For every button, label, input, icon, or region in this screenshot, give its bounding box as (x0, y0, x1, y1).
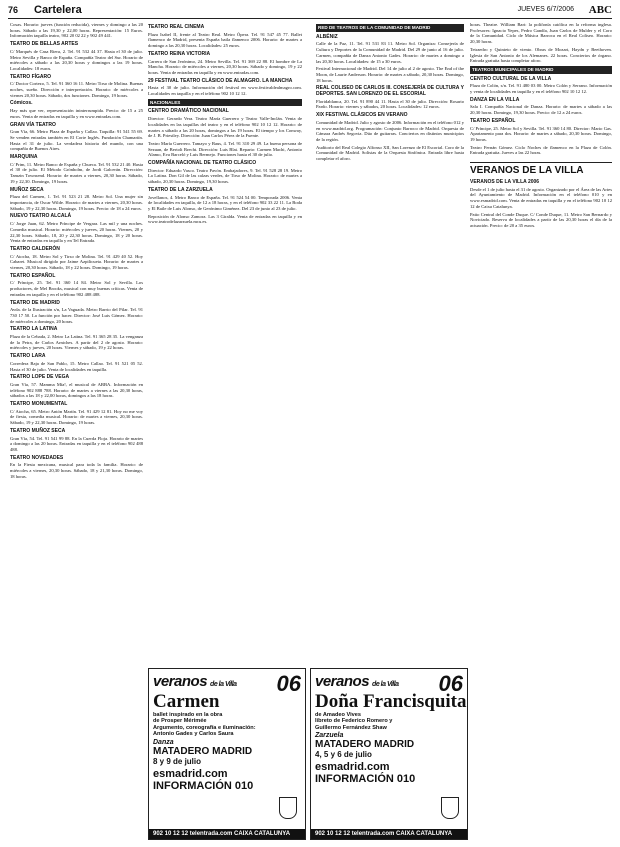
ad-credit-line: Argumento, coreografía e iluminación: (153, 724, 256, 731)
listing-text: Plaza Isabel II, frente al Teatro Real. Metro Ópera. Tel. 91 547 45 77. Ballet flamenco de Madrid, presenta España baila flamenco 2006. Horario: de martes a domingo a las 20,30 horas. Localidades: 25 euros. (148, 31, 302, 49)
ad-year: 06 (276, 671, 301, 696)
advert-carmen (148, 668, 306, 840)
ad-credit-line: ballet inspirado en la obra (153, 712, 223, 718)
ad-year: 06 (438, 671, 463, 696)
column-3 (316, 22, 464, 687)
listing-text: Teatro Fernán Gómez. Ciclo Noches de flamenco en la Plaza de Colón. Entrada gratuita. Jueves a las 22 horas. (470, 144, 612, 156)
listing-title: MARQUINA (10, 154, 38, 161)
listing-text: horas. Theatre. William Bart: la polifonía católica en la reforma inglesa. Profesores: Ignacio Yepes, Pedro Gandía, Juan Carlos de Mulder y el Coro de la Comunidad. Ciclo de Música Barroca en el Real Coliseo. Horario: 20,30 horas. (470, 22, 612, 45)
ad-credit-line: Guillermo Fernández Shaw (315, 724, 387, 731)
listing-title: REAL COLISEO DE CARLOS III. CONSEJERÍA DE CULTURA Y DEPORTES. SAN LORENZO DE EL ESCORIAL (316, 85, 464, 98)
listing-title: TEATRO FÍGARO (10, 73, 52, 80)
listing-text: Corredera Baja de San Pablo, 15. Metro Callao. Tel. 91 521 05 52. Hasta el 30 de julio. Venta de localidades en taquilla. (10, 360, 143, 372)
listing-text: Gran Vía, 66. Metro Plaza de España y Callao. Taquilla: 91 541 55 69. Se venden entradas también en El Corte Inglés. Fundación Chamartín. Hasta el 31 de julio. La verdadera historia del mundo, con una compañía de Buenos Aires. (10, 129, 143, 152)
section-bar: RED DE TEATROS DE LA COMUNIDAD DE MADRID (316, 24, 464, 32)
listing-text: Jovellanos, 4. Metro Banco de España. Tel. 91 524 54 00. Temporada 2006. Venta de localidades en taquilla, de 12 a 18 horas, y en el teléfono 902 33 22 11. La Boda y El Baile de Luis Alonso, de Gerónimo Giménez. Del 23 de junio al 23 de julio. (148, 194, 302, 211)
listing-text: C/ Atocha, 65. Metro Antón Martín. Tel. 91 429 12 81. Hoy no me voy de fiesta, comedia musical. Horario: de martes a viernes, 20,30 horas. Sábado, 19 y 22,30 horas. Domingo, 19 horas. (10, 408, 143, 426)
listing-title: ALBÉNIZ (316, 33, 338, 40)
listing-title: VERANOS DE LA VILLA 2006 (470, 179, 540, 186)
ad-dates: 8 y 9 de julio (153, 756, 202, 766)
section-bar: NACIONALES (148, 99, 302, 107)
listing-text: Gran Vía, 57. Mamma Mía!, el musical de ABBA. Información en teléfono 902 888 788. Horario: de martes a viernes a las 20,30 horas, sábados a las 18 y 22,00 horas, domingos a las 18 horas. (10, 381, 143, 399)
ad-credit-line: de Amadeo Vives (315, 712, 362, 718)
listing-title: TEATRO LARA (10, 353, 46, 360)
column-4 (470, 22, 612, 842)
page-number: 76 (8, 5, 19, 15)
listing-text: Auditorio del Real Colegio Alfonso XII, San Lorenzo de El Escorial. Coro de la Comunidad de Madrid. Solistas de la Orquesta Sinfónica. Entrada libre hasta completar el aforo. (316, 144, 464, 162)
ad-genre: Danza (153, 738, 174, 746)
column-2 (148, 22, 302, 687)
ad-title: Doña Francisquita (315, 691, 467, 712)
listing-text: C/ Prim, 11. Metro Banco de España y Chueca. Tel. 91 532 21 40. Hasta el 30 de julio. El Método Grönholm, de Jordi Galcerán. Dirección: Tamzin Townsend. Horario: de martes a viernes, 20,30 horas. Sábado, 19 y 22,30. Domingo, 19 horas. (10, 161, 143, 184)
listing-title: TEATRO DE LA ZARZUELA (148, 186, 213, 193)
listing-text: C/ Príncipe, 25. Metro Sol y Sevilla. Tel. 91 360 14 80. Director: Mario Gas. Apartamento para dos. Horario: de martes a sábado, 20,30 horas. Domingo, 19 horas. (470, 125, 612, 142)
ad-title: Carmen (153, 691, 220, 712)
listing-text: C/ Príncipe, 25. Tel. 91 360 14 84. Metro Sol y Sevilla. Los productores, de Mel Brooks, musical con muy buenas críticas. Venta de entradas en taquilla y en el teléfono 902 488 488. (10, 280, 143, 297)
listing-text: Cosas. Horario: jueves (función reducida), viernes y domingo a las 20 horas. Sábado a las 19,30 y 22,00 horas. Representación: 15 Euros. Información taquilla teatro, 902 20 02 22 y 902 49 441. (10, 22, 143, 39)
listing-title: GRAN VÍA TEATRO (10, 121, 56, 128)
ad-website: esmadrid.com (153, 767, 228, 780)
listing-title: TEATRO MUÑOZ SECA (10, 427, 66, 434)
listing-text: Director: Gerardo Vera. Teatro María Guerrero y Teatro Valle-Inclán. Venta de localidades en las taquillas del teatro y en el teléfono 902 10 12 12. Horario: de martes a sábado a las 20 horas, domingos a las 19 horas. El tiempo y los Conway, de J. B. Priestley. Dirección: Juan Carlos Pérez de la Fuente. (148, 116, 302, 139)
listing-text: Carrera de San Jerónimo, 24. Metro Sevilla. Tel. 91 369 22 88. El hombre de La Mancha. Horario: de miércoles a viernes, 20,30 horas. Sábado y domingo, 19 y 22 horas. Venta de entradas en taquilla y en www.entradas.com. (148, 58, 302, 75)
ad-venue: MATADERO MADRID (315, 739, 415, 751)
ad-credit-line: de Prosper Mérimée (153, 718, 207, 725)
ad-genre: Zarzuela (315, 732, 344, 740)
listing-text: Gran Vía, 54. Tel. 91 541 99 88. En la Cuerda Floja. Horario de martes a domingo a las 20 horas. Entradas en taquilla y en el teléfono 902 488 488. (10, 435, 143, 452)
listing-text: Plaza del Carmen, 1. Tel. 91 523 21 28. Metro Sol. Una mujer sin importancia, de Oscar Wilde. Horario: de martes a viernes, 20,30 horas. Sábado, 19 y 22,30 horas. Domingo, 19 horas. Precio: de 18 a 24 euros. (10, 194, 143, 211)
listing-text: Reposición de Alonso Zamora. Las 3 Giralda. Venta de entradas en taquilla y en www.teatrodelazarzuela.mcu.es. (148, 213, 302, 225)
listing-title: MUÑOZ SECA (10, 186, 44, 193)
listing-title: Cómicos. (10, 100, 33, 107)
listing-text: Plaza de la Cebada, 2. Metro La Latina. Tel. 91 365 28 35. La venganza de la Petra, de Carlos Arniches. A partir del 2 de agosto. Horario: miércoles y jueves, 20 horas. Viernes y sábado, 19 y 22 horas. (10, 334, 143, 351)
ad-dates: 4, 5 y 6 de julio (315, 750, 372, 760)
page-header (8, 4, 612, 19)
listing-text: Avda. de la Ilustración s/n, La Vaguada. Metro Barrio del Pilar. Tel. 91 730 17 50. La función por hacer. Director: José Luis Gómez. Horario: de miércoles a domingo, 20 horas. (10, 307, 143, 324)
listing-title: TEATRO MONUMENTAL (10, 401, 68, 408)
listing-title: TEATRO CALDERÓN (10, 245, 60, 252)
column-1 (10, 22, 143, 842)
ad-info-phone: INFORMACIÓN 010 (315, 773, 416, 786)
listing-title: COMPAÑÍA NACIONAL DE TEATRO CLÁSICO (148, 160, 257, 167)
section-bar: TEATROS MUNICIPALES DE MADRID (470, 66, 612, 74)
ad-website: esmadrid.com (315, 761, 390, 774)
madrid-crest-icon (279, 797, 297, 819)
listing-text: Desde el 1 de julio hasta el 31 de agosto. Organizado por el Área de las Artes del Ayuntamiento de Madrid. Información en el teléfono 010 y en www.esmadrid.com. Venta de entradas en taquilla y en el teléfono 902 10 12 12 de Caixa Catalunya. (470, 186, 612, 209)
listing-text: Tetraedro y Quinteto de viento. Obras de Mozart, Haydn y Beethoven. Iglesia de San Antonio de los Alemanes. 22 horas. Conciertos de órgano. Entrada gratuita hasta completar aforo. (470, 46, 612, 64)
ad-info-phone: INFORMACIÓN 010 (153, 779, 254, 792)
listing-text: Festival Internacional de Madrid. Del 14 de julio al 2 de agosto. The End of the Moon, de Laurie Anderson. Horario: de martes a sábado, 20,30 horas. Domingo, 18 horas. (316, 66, 464, 83)
ad-ticket-strip: 902 10 12 12 telentrada.com CAIXA CATALUNYA (311, 829, 467, 839)
listing-title: 29 FESTIVAL TEATRO CLÁSICO DE ALMAGRO. LA MANCHA (148, 77, 293, 84)
listing-text: C/ Doctor Cortezo, 5. Tel. 91 360 16 11. Metro Tirso de Molina. Buenas noches, sueño. Dirección e interpretación. Horario: de miércoles a viernes 20,30 horas. Sábado, dos funciones. Domingo, 19 horas. (10, 81, 143, 98)
listing-text: Sala I. Compañía Nacional de Danza. Horario: de martes a sábado a las 20,30 horas. Domingo, 19,30 horas. Precio: de 12 a 24 euros. (470, 104, 612, 116)
madrid-crest-icon (441, 797, 459, 819)
listing-text: Plaza de Colón, s/n. Tel. 91 480 03 00. Metro Colón y Serrano. Información y venta de localidades en taquilla y en el teléfono 902 10 12 12. (470, 83, 612, 95)
listing-title: CENTRO CULTURAL DE LA VILLA (470, 75, 552, 82)
issue-date: JUEVES 6/7/2006 (517, 6, 574, 13)
listing-text: Floridablanca, 20. Tel. 91 890 44 11. Hasta el 30 de julio. Dirección: Rosario Pardo. Horario: viernes y sábados, 20 horas. Localidades: 12 euros. (316, 98, 464, 110)
advert-dona-francisquita (310, 668, 468, 840)
listing-title: TEATRO DE MADRID (10, 299, 60, 306)
listing-text: Hasta el 30 de julio. Información del festival en www.festivaldealmagro.com. Localidades en taquilla y en el teléfono 902 10 12 12. (148, 85, 302, 97)
ad-credit-line: Antonio Gades y Carlos Saura (153, 731, 234, 738)
listing-text: C/ Marqués de Casa Riera, 2. Tel. 91 532 44 37. Hasta el 30 de julio. Metro Sevilla y Banco de España. Compañía Teatro del Sur. Horario de miércoles a sábado a las 20,30 horas y domingos a las 19 horas. Localidades: 18 euros. (10, 48, 143, 71)
ad-delavilla-word: de la Villa (372, 681, 399, 688)
section-title: Cartelera (34, 4, 82, 16)
ad-credit-line: libreto de Federico Romero y (315, 718, 393, 725)
listing-title: CENTRO DRAMÁTICO NACIONAL (148, 108, 229, 115)
listing-title: DANZA EN LA VILLA (470, 96, 520, 103)
ad-ticket-strip: 902 10 12 12 telentrada.com CAIXA CATALUNYA (149, 829, 305, 839)
listing-title: TEATRO REINA VICTORIA (148, 50, 211, 57)
listing-text: Hay más que ver, representación ininterrumpida. Precio: de 15 a 25 euros. Venta de entradas en taquilla y en www.entradas.com. (10, 108, 143, 119)
ad-delavilla-word: de la Villa (210, 681, 237, 688)
listing-text: En la Fiesta mexicana, musical para toda la familia. Horario: de miércoles a viernes, 20,30 horas. Sábado, 18 y 21,30 horas. Domingo, 18 horas. (10, 462, 143, 479)
listing-title: TEATRO NOVEDADES (10, 454, 64, 461)
ad-veranos-word: veranos (315, 673, 370, 690)
listing-text: Teatro María Guerrero. Tamayo y Baus, 4. Tel. 91 310 29 49. La buena persona de Sezuan, de Bertolt Brecht. Dirección: Luis Blat. Reparto: Carmen Machi, Antonio Alamo, Eva Barceló y Luis Bermejo. Funciones hasta el 30 de julio. (148, 140, 302, 158)
listing-title: NUEVO TEATRO ALCALÁ (10, 213, 72, 220)
ad-veranos-word: veranos (153, 673, 208, 690)
listing-title: TEATRO LOPE DE VEGA (10, 374, 70, 381)
listing-title: TEATRO ESPAÑOL (10, 272, 56, 279)
listing-title: TEATRO DE BELLAS ARTES (10, 41, 79, 48)
listing-text: C/ Atocha, 18. Metro Sol y Tirso de Molina. Tel. 91 429 40 52. Hoy Cabaret. Musical dirigido por Jaime Azpilicueta. Horario: de martes a viernes, 20,30 horas. Sábado, 18 y 22 horas. Domingo, 19 horas. (10, 253, 143, 271)
listing-text: Director: Eduardo Vasco. Teatro Pavón. Embajadores, 9. Tel. 91 528 28 19. Metro La Latina. Don Gil de las calzas verdes, de Tirso de Molina. Horario: de martes a sábado, 20,30 horas. Domingo, 19,30 horas. (148, 167, 302, 185)
section-heading: VERANOS DE LA VILLA (470, 162, 612, 177)
listing-text: Patio Central del Conde Duque. C/ Conde Duque, 11. Metro San Bernardo y Noviciado. Reserva de localidades a partir de las 20,30 horas el día de la actuación. Precio: de 20 a 35 euros. (470, 211, 612, 228)
listing-text: C/ Jorge Juan, 62. Metro Príncipe de Vergara. Las mil y una noches. Comedia musical. Horario: miércoles y jueves, 20 horas. Viernes, 20 y 22,30 horas. Sábado, 18, 20 y 22,30 horas. Domingo, 18 y 20 horas. Venta de entradas en taquilla y en Tel Entrada. (10, 221, 143, 244)
listing-title: TEATRO ESPAÑOL (470, 117, 516, 124)
newspaper-logo: ABC (588, 4, 612, 16)
listing-text: Comunidad de Madrid. Julio y agosto de 2006. Información en el teléfono 012 y en www.madrid.org. Programación: Conjunto Barroco de Madrid. Orquesta de Cámara Andrés Segovia. Dúo de guitarras. Conciertos en distintos municipios de la región. (316, 119, 464, 142)
listing-title: XIX FESTIVAL CLÁSICOS EN VERANO (316, 112, 408, 119)
ad-venue: MATADERO MADRID (153, 745, 253, 757)
listing-title: TEATRO LA LATINA (10, 326, 58, 333)
listing-title: TEATRO REAL CINEMA (148, 24, 205, 30)
listing-text: Calle de la Paz, 11. Tel. 91 531 83 11. Metro Sol. Organiza: Consejería de Cultura y Deportes de la Comunidad de Madrid. Del 29 de junio al 16 de julio. Carmen, compañía de Danza Antonio Gades. Horario: de martes a domingo a las 20,30 horas. Localidades: de 15 a 30 euros. (316, 41, 464, 64)
